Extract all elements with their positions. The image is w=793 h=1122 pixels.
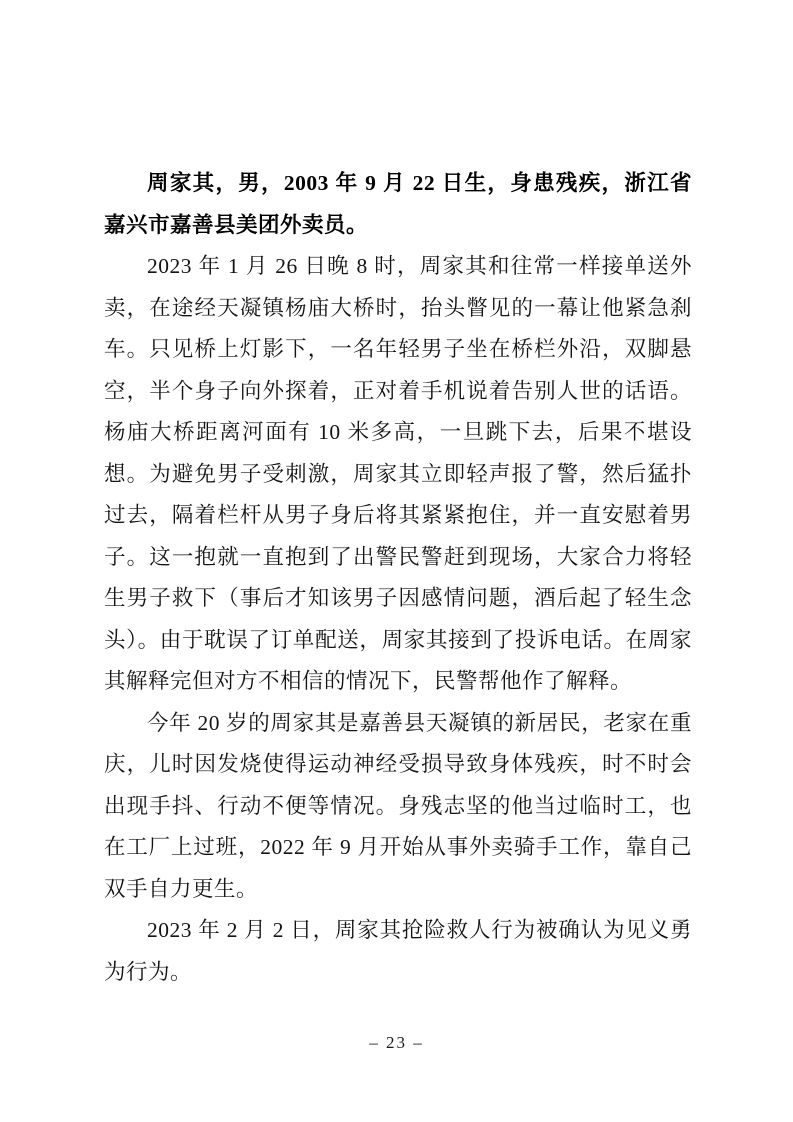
paragraph-background: 今年 20 岁的周家其是嘉善县天凝镇的新居民，老家在重庆，儿时因发烧使得运动神经受损导致身体残疾，时不时会出现手抖、行动不便等情况。身残志坚的他当过临时工，也在工厂上过班，2022 年 9 月开始从事外卖骑手工作，靠自己双手自力更生。: [104, 710, 692, 901]
paragraph-recognition: 2023 年 2 月 2 日，周家其抢险救人行为被确认为见义勇为行为。: [104, 918, 692, 984]
document-body: [104, 163, 692, 993]
paragraph-rescue-account: 2023 年 1 月 26 日晚 8 时，周家其和往常一样接单送外卖，在途经天凝镇杨庙大桥时，抬头瞥见的一幕让他紧急刹车。只见桥上灯影下，一名年轻男子坐在桥栏外沿，双脚悬空，半个身子向外探着，正对着手机说着告别人世的话语。杨庙大桥距离河面有 10 米多高，一旦跳下去，后果不堪设想。为避免男子受刺激，周家其立即轻声报了警，然后猛扑过去，隔着栏杆从男子身后将其紧紧抱住，并一直安慰着男子。这一抱就一直抱到了出警民警赶到现场，大家合力将轻生男子救下（事后才知该男子因感情问题，酒后起了轻生念头）。由于耽误了订单配送，周家其接到了投诉电话。在周家其解释完但对方不相信的情况下，民警帮他作了解释。: [104, 254, 692, 693]
page-number: – 23 –: [369, 1033, 424, 1052]
lead-paragraph: 周家其，男，2003 年 9 月 22 日生，身患残疾，浙江省嘉兴市嘉善县美团外卖员。: [104, 171, 692, 237]
